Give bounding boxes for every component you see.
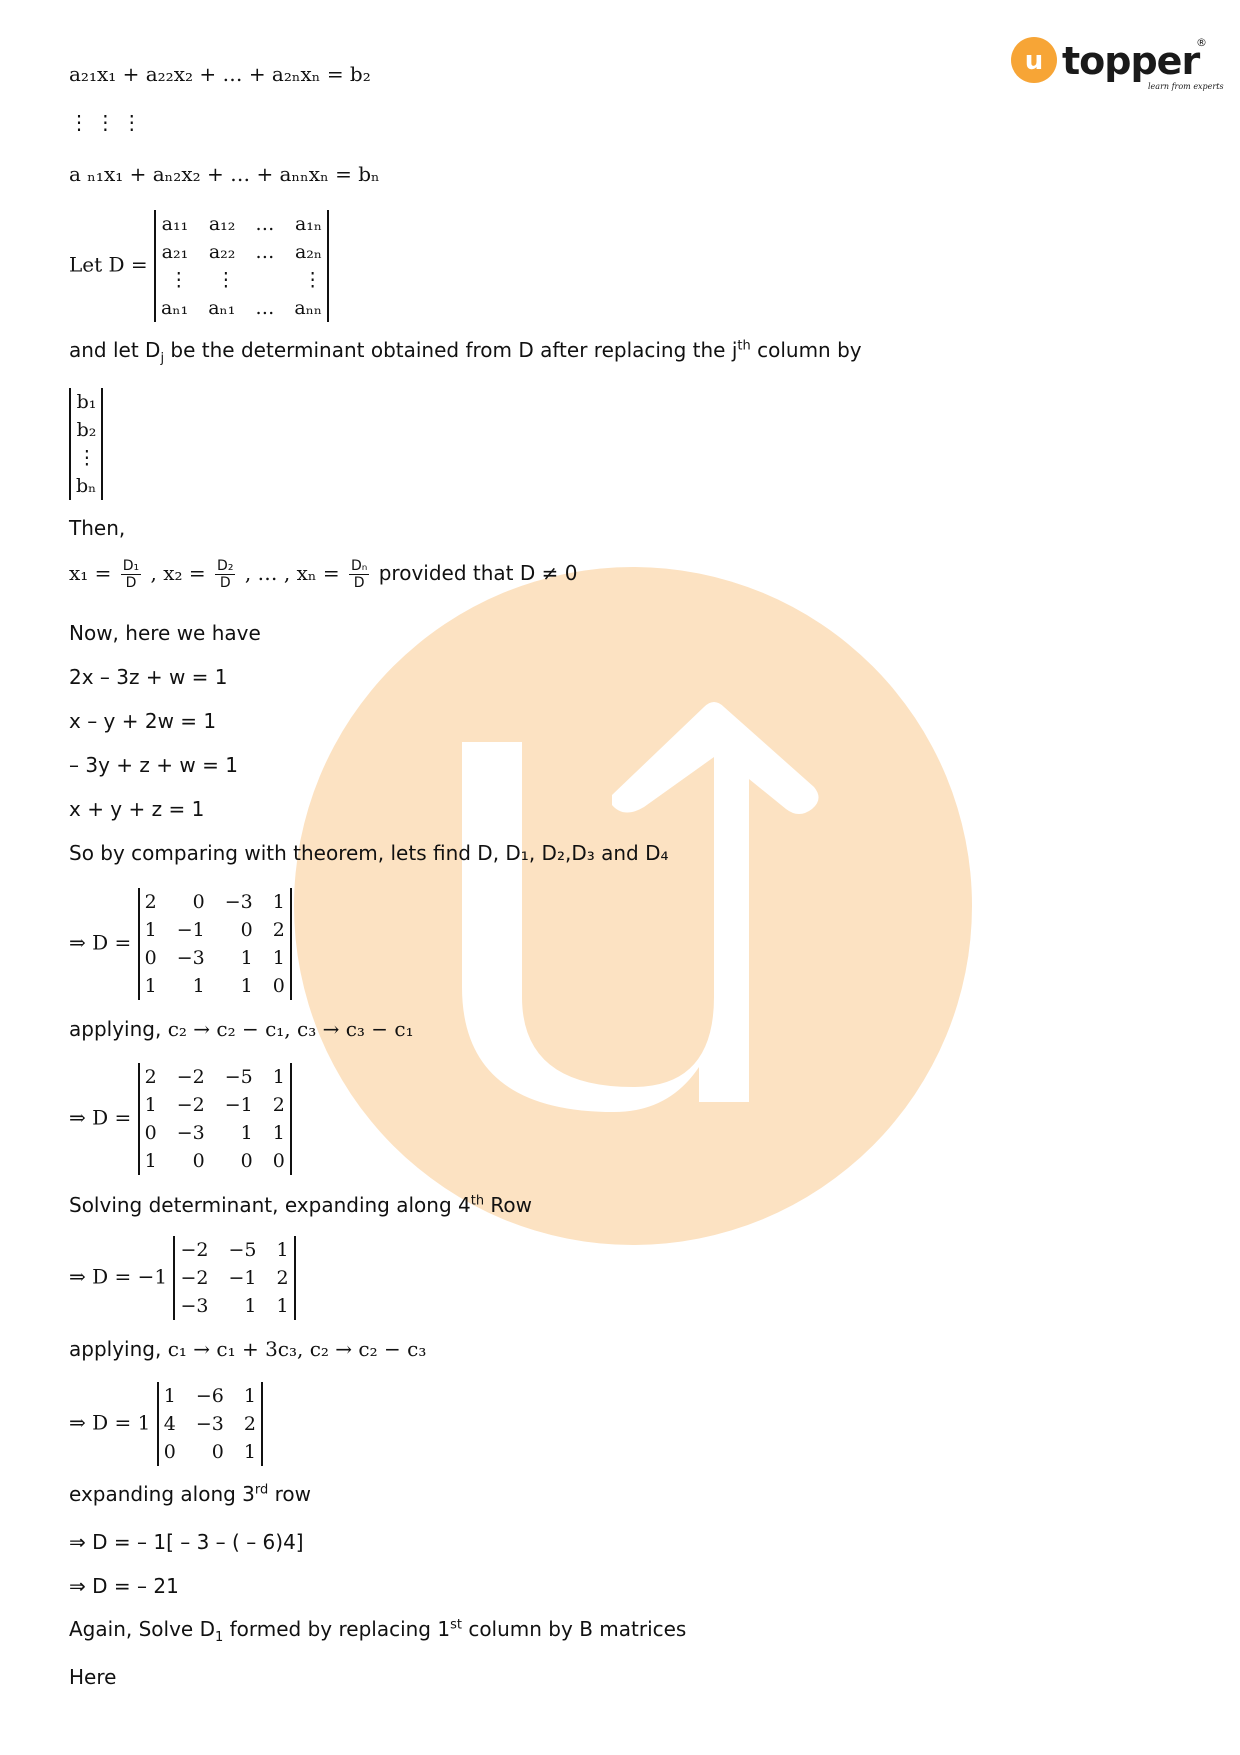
equation-1: 2x – 3z + w = 1 <box>69 665 228 689</box>
matrix-cell: 0 <box>240 919 253 941</box>
matrix-row <box>162 1438 258 1466</box>
matrix-cell: aₙₙ <box>294 297 323 319</box>
matrix-row <box>159 210 324 238</box>
equation-row-n: a ₙ₁x₁ + aₙ₂x₂ + … + aₙₙxₙ = bₙ <box>69 162 380 186</box>
matrix-cell: 0 <box>272 1150 285 1172</box>
matrix-row <box>143 916 287 944</box>
matrix-row <box>162 1382 258 1410</box>
det-step-4: ⇒ D = 1 1 −6 1 4 −3 2 0 0 1 <box>69 1382 263 1466</box>
matrix-row <box>74 416 98 444</box>
matrix-cell: 0 <box>211 1441 224 1463</box>
matrix-cell: ⋮ <box>216 269 236 291</box>
matrix-row <box>74 444 98 472</box>
matrix-cell: −1 <box>176 919 205 941</box>
matrix-row <box>74 388 98 416</box>
det-matrix-4 <box>157 1382 263 1466</box>
det-step-3: ⇒ D = −1 −2 −5 1 −2 −1 2 −3 1 1 <box>69 1236 296 1320</box>
matrix-cell: aₙ₁ <box>161 297 189 319</box>
matrix-cell: 1 <box>163 1385 176 1407</box>
matrix-cell: 2 <box>272 919 285 941</box>
matrix-cell: aₙ₁ <box>208 297 236 319</box>
matrix-cell: a₂ₙ <box>294 241 323 263</box>
matrix-row <box>178 1292 290 1320</box>
matrix-cell: 1 <box>272 1066 285 1088</box>
matrix-cell: −6 <box>195 1385 224 1407</box>
matrix-row <box>178 1236 290 1264</box>
brand-registered: ® <box>1196 36 1207 49</box>
equation-4: x + y + z = 1 <box>69 797 205 821</box>
brand-name: topper <box>1062 39 1200 83</box>
matrix-cell: −1 <box>224 1094 253 1116</box>
matrix-row <box>159 238 324 266</box>
vertical-dots: ⋮ ⋮ ⋮ <box>69 110 142 134</box>
matrix-cell: 2 <box>272 1094 285 1116</box>
matrix-row <box>74 472 98 500</box>
now-text: Now, here we have <box>69 621 261 645</box>
matrix-cell: 0 <box>192 891 205 913</box>
brand-icon-letter: u <box>1024 46 1044 76</box>
expanding-text: expanding along 3rd row <box>69 1482 312 1506</box>
matrix-row <box>159 294 324 322</box>
matrix-cell: 1 <box>144 975 157 997</box>
matrix-cell: 1 <box>192 975 205 997</box>
matrix-cell <box>245 266 284 294</box>
result-1: ⇒ D = – 1[ – 3 – ( – 6)4] <box>69 1530 304 1554</box>
matrix-cell: −5 <box>228 1239 257 1261</box>
matrix-cell: b₁ <box>76 391 97 413</box>
watermark-logo <box>294 567 972 1245</box>
det-matrix-3 <box>173 1236 295 1320</box>
matrix-cell: 0 <box>240 1150 253 1172</box>
matrix-row <box>162 1410 258 1438</box>
det-step-1: ⇒ D = 2 0 −3 1 1 −1 0 2 0 −3 1 1 1 1 1 0 <box>69 888 292 1000</box>
matrix-cell: ⋮ <box>77 447 97 469</box>
matrix-cell: 1 <box>272 1122 285 1144</box>
matrix-cell: 2 <box>243 1413 256 1435</box>
matrix-cell: 1 <box>144 1094 157 1116</box>
matrix-cell: … <box>255 213 275 235</box>
matrix-cell: bₙ <box>76 475 97 497</box>
b-vector <box>69 388 103 500</box>
matrix-cell: 0 <box>192 1150 205 1172</box>
matrix-row <box>143 944 287 972</box>
equation-3: – 3y + z + w = 1 <box>69 753 238 777</box>
matrix-cell: a₁₂ <box>208 213 236 235</box>
matrix-cell: 4 <box>163 1413 176 1435</box>
let-d-block <box>69 210 329 322</box>
matrix-cell: 1 <box>243 1385 256 1407</box>
matrix-cell: −3 <box>176 1122 205 1144</box>
matrix-cell: 1 <box>276 1295 289 1317</box>
matrix-cell: −3 <box>224 891 253 913</box>
matrix-row <box>143 1119 287 1147</box>
result-2: ⇒ D = – 21 <box>69 1574 179 1598</box>
equation-row-2: a₂₁x₁ + a₂₂x₂ + … + a₂ₙxₙ = b₂ <box>69 62 371 86</box>
matrix-cell: −2 <box>180 1239 209 1261</box>
matrix-cell: −2 <box>176 1094 205 1116</box>
matrix-cell: … <box>255 241 275 263</box>
applying-step-2: applying, c₁ → c₁ + 3c₃, c₂ → c₂ − c₃ <box>69 1337 427 1361</box>
matrix-cell: −3 <box>176 947 205 969</box>
matrix-cell: a₂₁ <box>161 241 189 263</box>
matrix-cell: −2 <box>176 1066 205 1088</box>
matrix-row <box>143 1063 287 1091</box>
matrix-cell: 1 <box>272 891 285 913</box>
matrix-cell: ⋮ <box>169 269 189 291</box>
matrix-cell: 2 <box>276 1267 289 1289</box>
matrix-cell: −3 <box>180 1295 209 1317</box>
matrix-row <box>178 1264 290 1292</box>
matrix-cell: 0 <box>272 975 285 997</box>
matrix-cell: 1 <box>240 975 253 997</box>
matrix-cell: 1 <box>240 1122 253 1144</box>
matrix-cell: 1 <box>244 1295 257 1317</box>
matrix-row <box>143 1147 287 1175</box>
matrix-cell: … <box>255 297 275 319</box>
let-d-label: Let D = <box>69 252 148 277</box>
matrix-row <box>159 266 324 294</box>
matrix-cell: 0 <box>163 1441 176 1463</box>
matrix-cell: 2 <box>144 1066 157 1088</box>
watermark-circle <box>294 567 972 1245</box>
matrix-cell: a₁₁ <box>161 213 189 235</box>
matrix-cell: 0 <box>144 1122 157 1144</box>
matrix-cell: 1 <box>144 1150 157 1172</box>
matrix-cell: 1 <box>276 1239 289 1261</box>
matrix-cell: 2 <box>144 891 157 913</box>
matrix-cell: ⋮ <box>303 269 323 291</box>
compare-text: So by comparing with theorem, lets find D, D₁, D₂,D₃ and D₄ <box>69 841 669 865</box>
brand-tagline: learn from experts <box>1148 82 1224 91</box>
cramer-rule: x₁ = $\frac{\text{D₁}}{D}$ , x₂ = $\frac{\text{D₂}}{D}$ , … , xₙ = $\frac{\text{Dₙ}}{D}$ provided that D ≠ 0 <box>69 558 578 591</box>
matrix-cell: 1 <box>240 947 253 969</box>
det-step-2: ⇒ D = 2 −2 −5 1 1 −2 −1 2 0 −3 1 1 1 0 0 0 <box>69 1063 292 1175</box>
det-matrix-1 <box>138 888 292 1000</box>
matrix-cell: 0 <box>144 947 157 969</box>
matrix-cell: a₁ₙ <box>294 213 323 235</box>
matrix-cell: −5 <box>224 1066 253 1088</box>
det-general <box>154 210 329 322</box>
matrix-cell: b₂ <box>76 419 97 441</box>
solving-text: Solving determinant, expanding along 4th Row <box>69 1193 533 1217</box>
matrix-cell: 1 <box>272 947 285 969</box>
matrix-row <box>143 972 287 1000</box>
matrix-row <box>143 1091 287 1119</box>
brand-logo <box>1010 34 1224 96</box>
then-text: Then, <box>69 516 126 540</box>
matrix-row <box>143 888 287 916</box>
matrix-cell: −1 <box>228 1267 257 1289</box>
matrix-cell: 1 <box>243 1441 256 1463</box>
matrix-cell: −2 <box>180 1267 209 1289</box>
matrix-cell: 1 <box>144 919 157 941</box>
matrix-cell: −3 <box>195 1413 224 1435</box>
equation-2: x – y + 2w = 1 <box>69 709 217 733</box>
det-matrix-2 <box>138 1063 292 1175</box>
here-text: Here <box>69 1665 117 1689</box>
applying-step-1: applying, c₂ → c₂ − c₁, c₃ → c₃ − c₁ <box>69 1017 414 1041</box>
again-text: Again, Solve $D_1$ formed by replacing 1st column by B matrices <box>69 1617 687 1645</box>
det-b-vector <box>69 388 103 500</box>
and-let-text: and let $D_j$ be the determinant obtained from D after replacing the $j^{th}$ column by <box>69 338 862 366</box>
matrix-cell: a₂₂ <box>208 241 236 263</box>
